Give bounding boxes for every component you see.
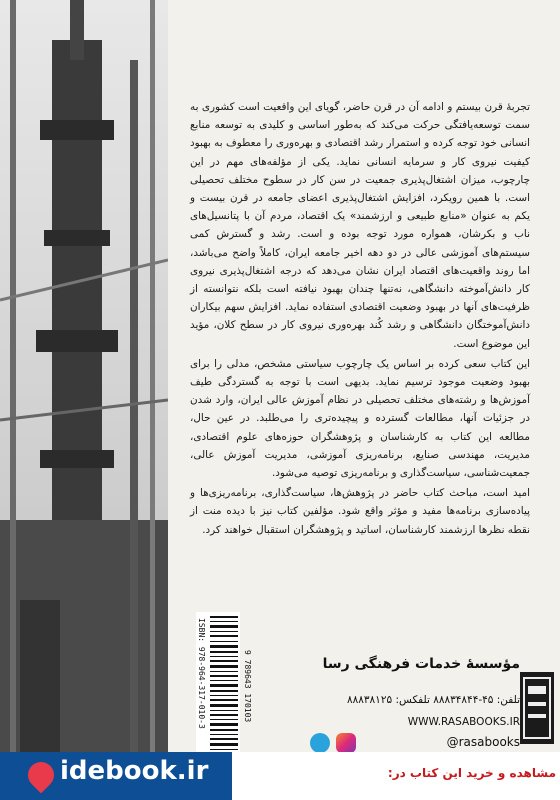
- blurb-paragraph-1: تجربهٔ قرن بیستم و ادامه آن در قرن حاضر، گویای این واقعیت است کشوری به سمت توسعه‌یافتگی حرکت می‌کند که به‌طور اساسی و کلیدی به توسعه منابع انسانی خود توجه کرده و استمرار رشد اقتصادی و بهره‌وری را معطوف به بهبود کیفیت نیروی کار و سرمایه انسانی نماید. یکی از مؤلفه‌های مهم در این چارچوب، میزان اشتغال‌پذیری جمعیت در سن کار در سطوح مختلف تحصیلی است. با همین رویکرد، افزایش اشتغال‌پذیری اعضای جامعه در قرن بیست و یکم به عنوان «منابع طبیعی و ارزشمند» یک اقتصاد، مردم آن با پتانسیل‌های ناب و بکرشان، همواره مورد توجه بوده و است. رشد و گسترش کمی سیستم‌های آموزشی عالی در دو دهه اخیر جامعه ایران، کاملاً واضح می‌باشد، اما روند واقعیت‌های اقتصاد ایران نشان می‌دهد که درجه اشتغال‌پذیری نیروی کار دانش‌آموخته دانشگاهی، نه‌تنها چندان بهبود نیافته است بلکه نتوانسته از ظرفیت‌های آنها در بهبود وضعیت اقتصادی استفاده نماید. افزایش سهم بیکاران دانش‌آموختگان دانشگاهی و رشد کُند بهره‌وری نیروی کار در سطح کلان، مؤید این موضوع است.: [190, 101, 530, 350]
- telegram-icon[interactable]: [310, 733, 330, 753]
- instagram-icon[interactable]: [336, 733, 356, 753]
- publisher-website[interactable]: WWW.RASABOOKS.IR: [407, 716, 520, 728]
- publisher-logo: [520, 672, 554, 744]
- blurb-paragraph-2: این کتاب سعی کرده بر اساس یک چارچوب سیاستی مشخص، مدلی را برای بهبود وضعیت موجود ترسیم نماید. بدیهی است با توجه به گستردگی طیف آموزش‌ها و رشته‌های مختلف تحصیلی در نظام آموزش عالی ایران، وارد شدن در جزئیات آنها، مطالعات گسترده و پیچیده‌تری را می‌طلبد. در عین حال، مطالعه این کتاب به کارشناسان و پژوهشگران حوزه‌های علوم اقتصادی، مدیریت، مهندسی صنایع، برنامه‌ریزی آموزشی، مدیریت آموزش عالی، جمعیت‌شناسی، سیاست‌گذاری و برنامه‌ریزی توصیه می‌شود.: [190, 357, 530, 480]
- barcode-isbn: ISBN: 978-964-317-010-3: [197, 618, 206, 729]
- blurb-paragraph-3: امید است، مباحث کتاب حاضر در پژوهش‌ها، سیاست‌گذاری، برنامه‌ریزی‌ها و پیاده‌سازی برنامه‌ها مفید و مؤثر واقع شود. مؤلفین کتاب نیز با دیده منت از نقطه نظرها ارزشمند کارشناسان، اساتید و پژوهشگران استقبال خواهند کرد.: [190, 487, 530, 536]
- industrial-photo: [0, 0, 168, 800]
- barcode-digits: 9 789643 170103: [243, 650, 252, 723]
- banner-text: مشاهده و خرید این کتاب در:: [387, 766, 556, 780]
- social-handle[interactable]: @rasabooks: [446, 735, 520, 749]
- publisher-phone: تلفن: ۴۵-۸۸۸۳۴۸۴۴ تلفکس: ۸۸۸۳۸۱۲۵: [346, 694, 520, 706]
- banner-brand[interactable]: idebook.ir: [60, 756, 209, 786]
- publisher-name: مؤسسهٔ خدمات فرهنگی رسا: [322, 656, 520, 672]
- blurb-text: [190, 98, 530, 541]
- cover-photo-strip: [0, 0, 168, 800]
